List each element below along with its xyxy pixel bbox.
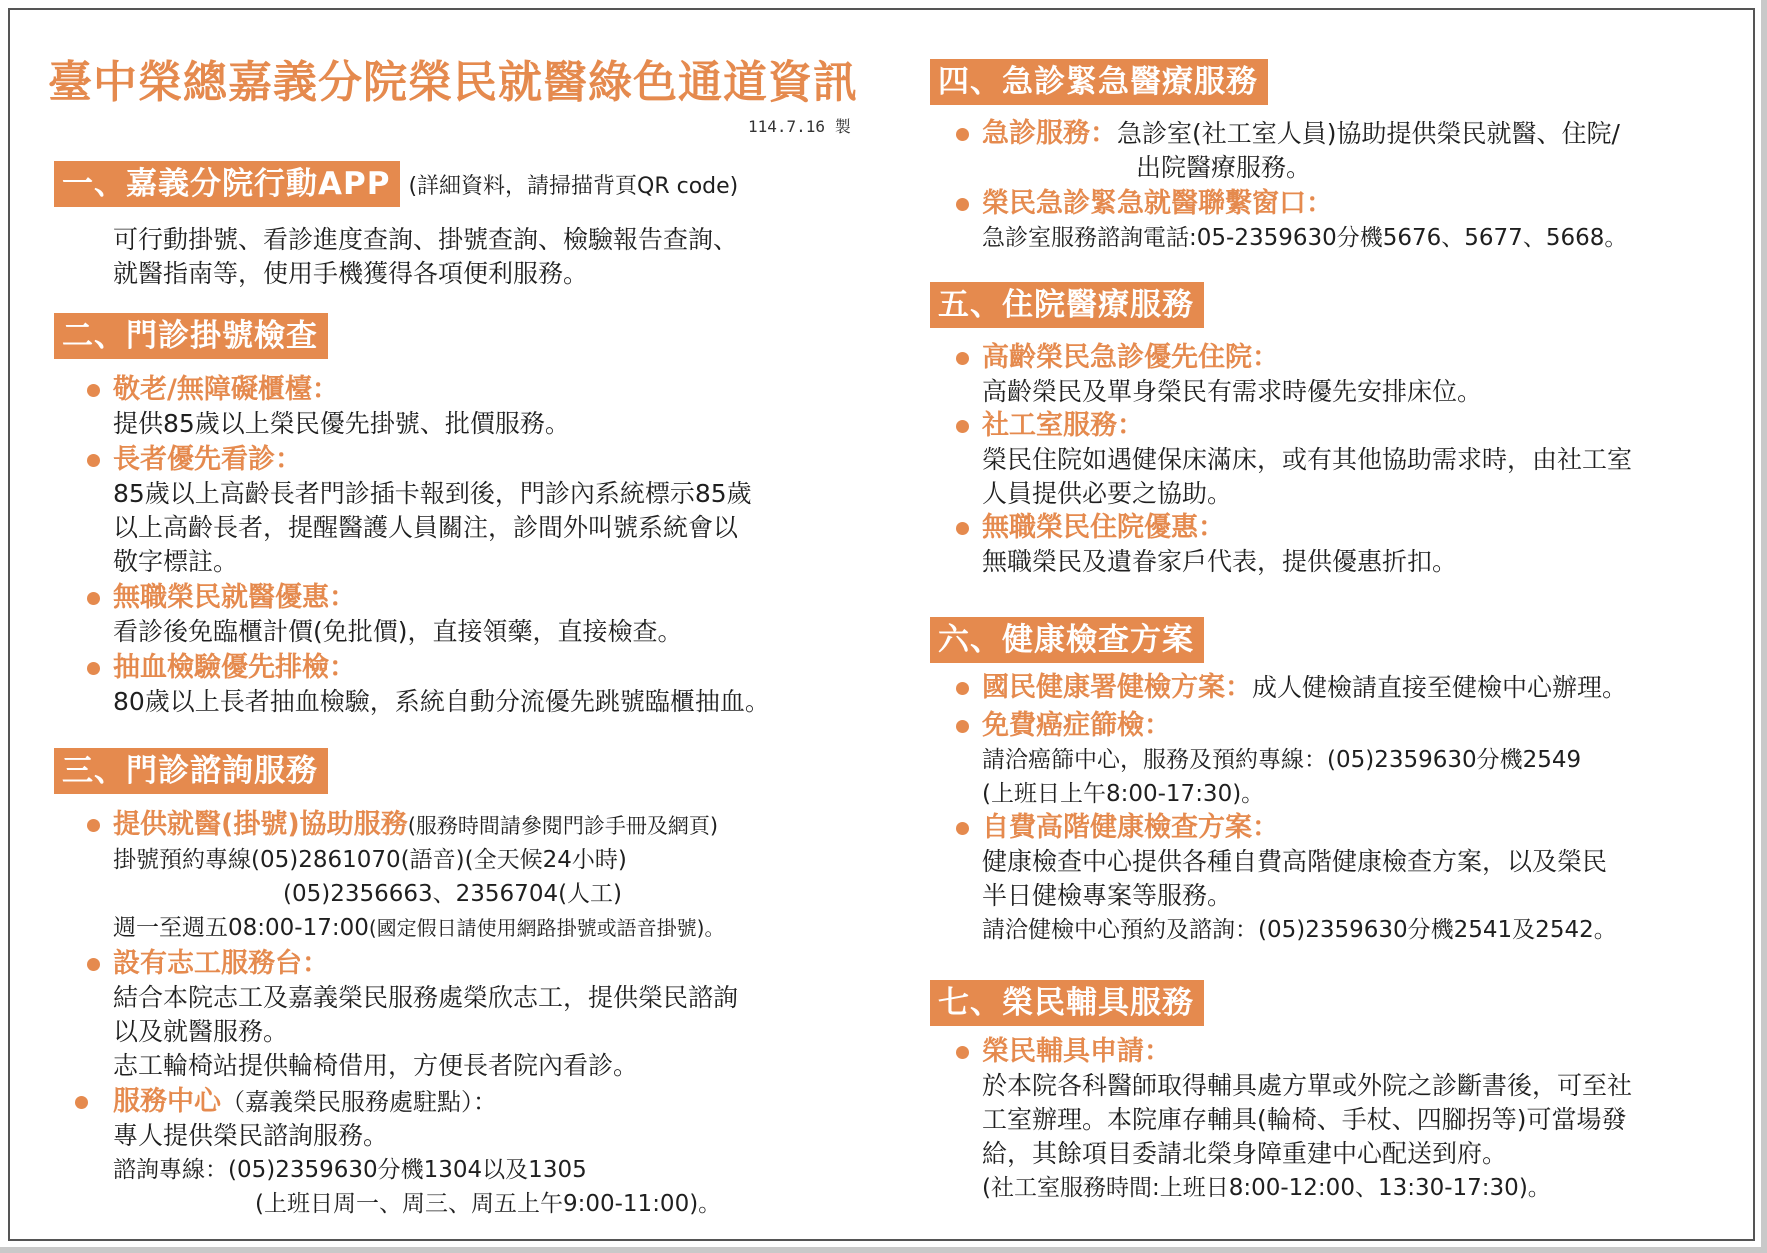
body-line: 看診後免臨櫃計價(免批價)，直接領藥，直接檢查。	[113, 617, 683, 646]
body-line: 週一至週五08:00-17:00(國定假日請使用網路掛號或語音掛號)。	[113, 915, 725, 941]
bullet-icon	[87, 592, 100, 605]
body-line: 志工輪椅站提供輪椅借用，方便長者院內看診。	[113, 1051, 639, 1080]
section-4-header	[930, 59, 1268, 105]
bullet-icon	[87, 454, 100, 467]
bullet-icon	[87, 958, 100, 971]
body-line: 提供85歲以上榮民優先掛號、批價服務。	[113, 409, 570, 438]
page-title: 臺中榮總嘉義分院榮民就醫綠色通道資訊	[48, 57, 858, 108]
item-title: 國民健康署健檢方案：成人健檢請直接至健檢中心辦理。	[982, 671, 1627, 705]
bullet-icon	[956, 198, 969, 211]
body-line: (上班日周一、周三、周五上午9:00-11:00)。	[255, 1191, 722, 1217]
section-4-body	[982, 117, 1627, 255]
body-line: 高齡榮民及單身榮民有需求時優先安排床位。	[982, 377, 1483, 406]
body-line: (社工室服務時間:上班日8:00-12:00、13:30-17:30)。	[982, 1175, 1551, 1201]
body-line: 掛號預約專線(05)2861070(語音)(全天候24小時)	[113, 847, 627, 873]
item-title: 無職榮民住院優惠：	[982, 511, 1632, 545]
item-title: 設有志工服務台：	[113, 947, 738, 981]
item-title: 服務中心（嘉義榮民服務處駐點）：	[113, 1085, 738, 1119]
body-line: 請洽癌篩中心，服務及預約專線：(05)2359630分機2549	[982, 747, 1582, 773]
body-line: 健康檢查中心提供各種自費高階健康檢查方案，以及榮民	[982, 847, 1608, 876]
section-1-label: 一、嘉義分院行動APP	[54, 161, 400, 207]
bullet-icon	[956, 822, 969, 835]
section-1-body	[113, 223, 738, 291]
section-3-header	[54, 748, 328, 794]
body-line: 80歲以上長者抽血檢驗，系統自動分流優先跳號臨櫃抽血。	[113, 687, 770, 716]
body-line: 半日健檢專案等服務。	[982, 881, 1233, 910]
item-title: 抽血檢驗優先排檢：	[113, 651, 770, 685]
body-line: 無職榮民及遺眷家戶代表，提供優惠折扣。	[982, 547, 1458, 576]
bullet-icon	[87, 384, 100, 397]
body-line: 就醫指南等，使用手機獲得各項便利服務。	[113, 259, 589, 288]
section-1-header	[54, 161, 738, 207]
bullet-icon	[956, 128, 969, 141]
item-title: 榮民急診緊急就醫聯繫窗口：	[982, 187, 1627, 221]
section-4-label: 四、急診緊急醫療服務	[930, 59, 1268, 105]
item-title: 急診服務：急診室(社工室人員)協助提供榮民就醫、住院/	[982, 117, 1627, 151]
scan-edge-right	[1761, 0, 1767, 1253]
section-2-label: 二、門診掛號檢查	[54, 313, 328, 359]
body-line: 85歲以上高齡長者門診插卡報到後，門診內系統標示85歲	[113, 479, 752, 508]
section-7-header	[930, 980, 1204, 1026]
item-title: 長者優先看診：	[113, 443, 770, 477]
bullet-icon	[956, 720, 969, 733]
bullet-icon	[956, 420, 969, 433]
item-title: 榮民輔具申請：	[982, 1035, 1632, 1069]
section-3-body	[113, 808, 738, 1221]
scan-edge-bottom	[0, 1247, 1767, 1253]
bullet-icon	[87, 819, 100, 832]
body-line: (05)2356663、2356704(人工)	[283, 881, 623, 907]
bullet-icon	[956, 1046, 969, 1059]
body-line: 以上高齡長者，提醒醫護人員關注，診間外叫號系統會以	[113, 513, 739, 542]
item-title: 無職榮民就醫優惠：	[113, 581, 770, 615]
item-title: 高齡榮民急診優先住院：	[982, 341, 1632, 375]
section-2-header	[54, 313, 328, 359]
body-line: 以及就醫服務。	[113, 1017, 289, 1046]
body-line: 專人提供榮民諮詢服務。	[113, 1121, 389, 1150]
bullet-icon	[956, 682, 969, 695]
section-2-body	[113, 373, 770, 719]
item-title: 提供就醫(掛號)協助服務(服務時間請參閱門診手冊及網頁)	[113, 808, 738, 843]
body-line: 出院醫療服務。	[1136, 153, 1312, 182]
section-1-note: (詳細資料，請掃描背頁QR code)	[408, 173, 739, 199]
bullet-icon	[956, 522, 969, 535]
section-5-label: 五、住院醫療服務	[930, 282, 1204, 328]
bullet-icon	[956, 352, 969, 365]
body-line: 結合本院志工及嘉義榮民服務處榮欣志工，提供榮民諮詢	[113, 983, 739, 1012]
section-5-body	[982, 341, 1632, 579]
item-title: 社工室服務：	[982, 409, 1632, 443]
section-7-label: 七、榮民輔具服務	[930, 980, 1204, 1026]
body-line: 急診室服務諮詢電話:05-2359630分機5676、5677、5668。	[982, 225, 1628, 251]
body-line: 請洽健檢中心預約及諮詢：(05)2359630分機2541及2542。	[982, 917, 1617, 943]
body-line: 工室辦理。本院庫存輔具(輪椅、手杖、四腳拐等)可當場發	[982, 1105, 1627, 1134]
section-6-body	[982, 671, 1627, 947]
item-title: 免費癌症篩檢：	[982, 709, 1627, 743]
section-3-label: 三、門診諮詢服務	[54, 748, 328, 794]
bullet-icon	[87, 662, 100, 675]
bullet-icon	[75, 1096, 88, 1109]
body-line: 榮民住院如遇健保床滿床，或有其他協助需求時，由社工室	[982, 445, 1633, 474]
section-5-header	[930, 282, 1204, 328]
section-7-body	[982, 1035, 1632, 1205]
body-line: 可行動掛號、看診進度查詢、掛號查詢、檢驗報告查詢、	[113, 225, 739, 254]
section-6-header	[930, 617, 1204, 663]
body-line: 諮詢專線：(05)2359630分機1304以及1305	[113, 1157, 587, 1183]
body-line: 人員提供必要之協助。	[982, 479, 1233, 508]
section-6-label: 六、健康檢查方案	[930, 617, 1204, 663]
body-line: (上班日上午8:00-17:30)。	[982, 781, 1265, 807]
item-title: 自費高階健康檢查方案：	[982, 811, 1627, 845]
body-line: 於本院各科醫師取得輔具處方單或外院之診斷書後，可至社	[982, 1071, 1633, 1100]
issue-date: 114.7.16 製	[748, 117, 851, 136]
item-title: 敬老/無障礙櫃檯：	[113, 373, 770, 407]
body-line: 敬字標註。	[113, 547, 239, 576]
body-line: 給，其餘項目委請北榮身障重建中心配送到府。	[982, 1139, 1508, 1168]
